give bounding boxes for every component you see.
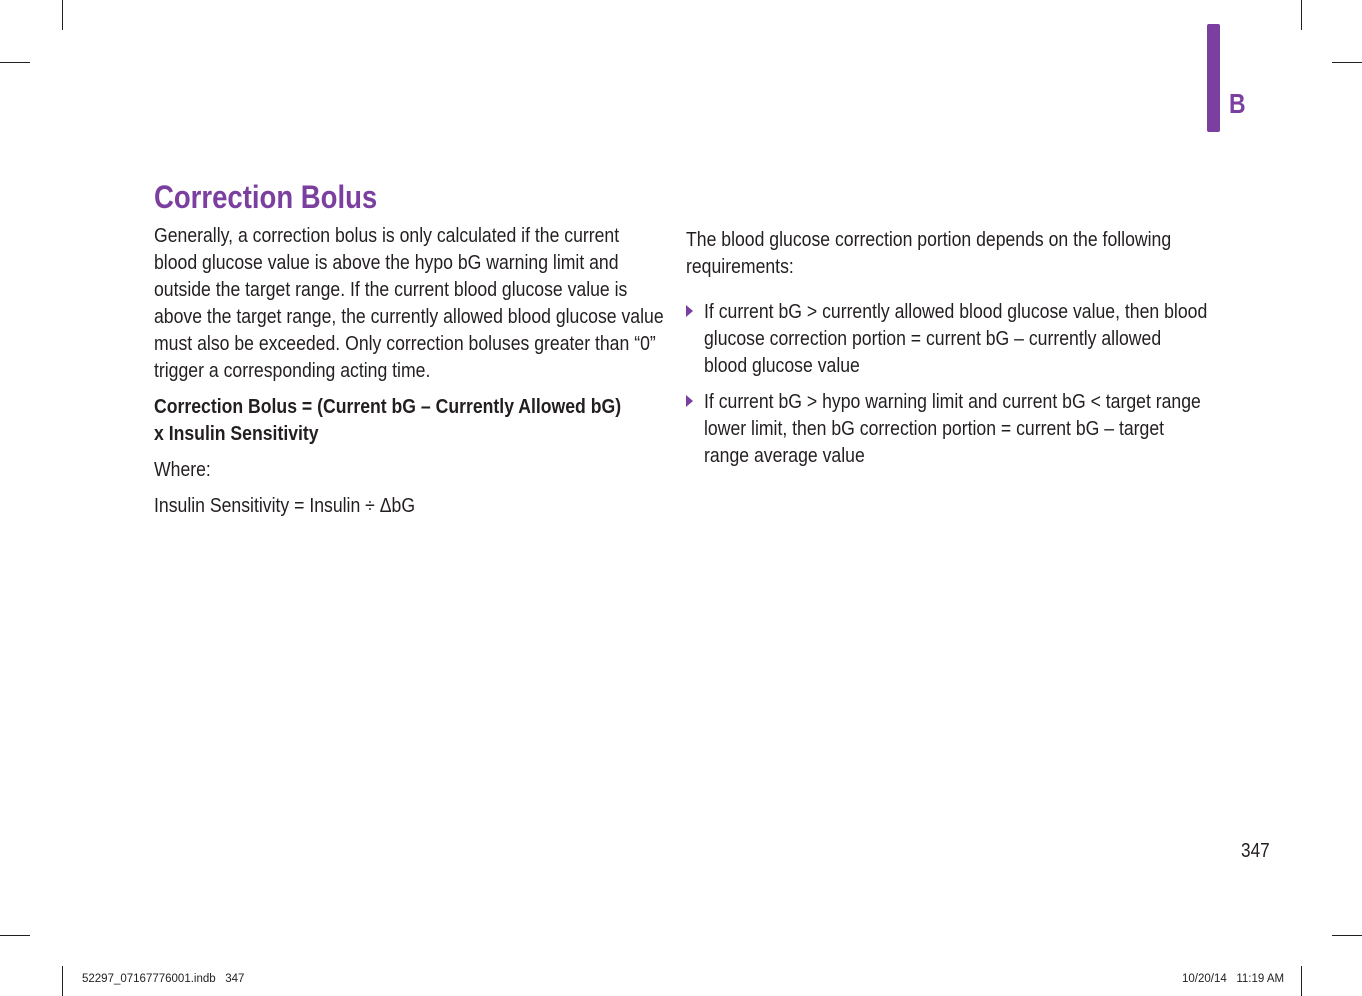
page-number: 347 <box>1241 840 1270 862</box>
intro-line: outside the target range. If the current blood glucose value is <box>154 278 628 301</box>
bullet-line: glucose correction portion = current bG – currently allowed <box>704 327 1162 350</box>
section-title: Correction Bolus <box>154 179 378 215</box>
crop-mark-top-left <box>62 0 63 30</box>
formula-line: Correction Bolus = (Current bG – Currently Allowed bG) <box>154 395 622 418</box>
bullet-line: lower limit, then bG correction portion = current bG – target <box>704 417 1165 440</box>
crop-mark-top-right-h <box>1332 62 1362 63</box>
bullet-line: If current bG > currently allowed blood glucose value, then blood <box>704 300 1208 323</box>
right-column <box>686 226 1246 478</box>
intro-line: must also be exceeded. Only correction boluses greater than “0” <box>154 332 656 355</box>
crop-mark-top-right <box>1301 0 1302 30</box>
bullet-line: blood glucose value <box>704 354 860 377</box>
chapter-tab-bar <box>1207 24 1220 132</box>
intro-line: requirements: <box>686 255 794 278</box>
triangle-bullet-icon <box>686 305 693 317</box>
bullet-line: If current bG > hypo warning limit and current bG < target range <box>704 390 1201 413</box>
print-slug-file: 52297_07167776001.indb 347 <box>82 973 245 985</box>
triangle-bullet-icon <box>686 395 693 407</box>
print-slug-timestamp: 10/20/14 11:19 AM <box>1182 973 1285 985</box>
crop-mark-bottom-right-h <box>1332 935 1362 936</box>
intro-line: blood glucose value is above the hypo bG warning limit and <box>154 251 619 274</box>
where-label: Where: <box>154 458 211 481</box>
where-paragraph <box>154 456 714 483</box>
bullet-line: range average value <box>704 444 865 467</box>
intro-line: above the target range, the currently allowed blood glucose value <box>154 305 664 328</box>
requirement-bullet <box>686 298 1246 379</box>
sensitivity-paragraph <box>154 492 714 519</box>
formula-line: x Insulin Sensitivity <box>154 422 319 445</box>
sensitivity-formula: Insulin Sensitivity = Insulin ÷ ΔbG <box>154 494 416 517</box>
crop-mark-bottom-right <box>1301 966 1302 996</box>
intro-paragraph <box>154 222 714 384</box>
crop-mark-top-left-h <box>0 62 30 63</box>
chapter-tab-letter: B <box>1229 88 1246 119</box>
crop-mark-bottom-left-h <box>0 935 30 936</box>
crop-mark-bottom-left <box>62 966 63 996</box>
intro-line: trigger a corresponding acting time. <box>154 359 431 382</box>
requirements-intro <box>686 226 1246 280</box>
left-column <box>154 178 714 528</box>
intro-line: Generally, a correction bolus is only calculated if the current <box>154 224 620 247</box>
intro-line: The blood glucose correction portion depends on the following <box>686 228 1172 251</box>
correction-bolus-formula <box>154 393 714 447</box>
requirement-bullet <box>686 388 1246 469</box>
